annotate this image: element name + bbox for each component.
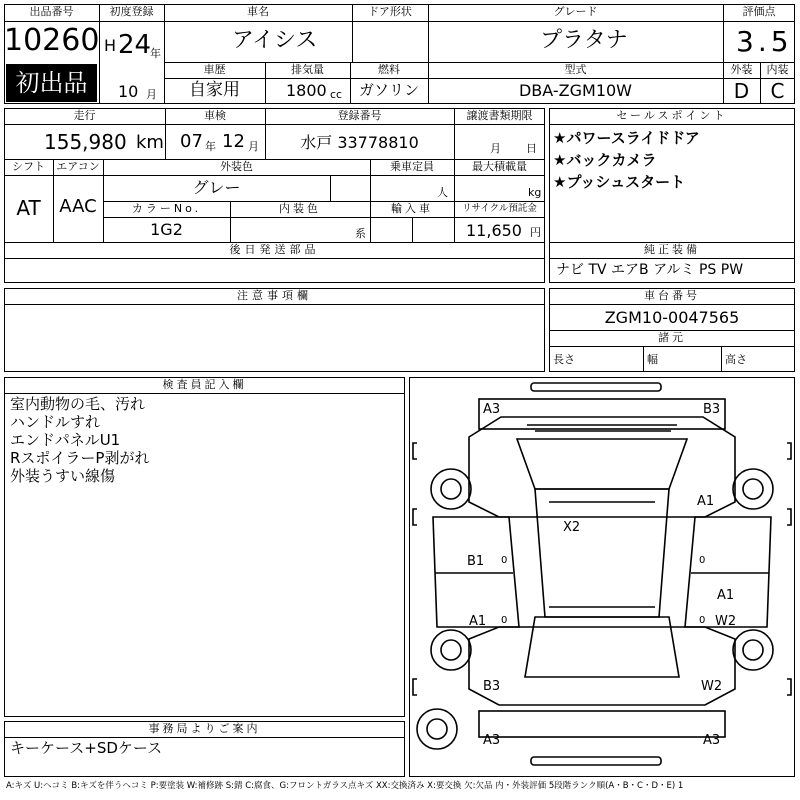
- inspector-line-3: エンドパネルU1: [10, 431, 121, 449]
- import-label: 輸入車: [391, 202, 433, 215]
- mark-a1-right-rear: A1: [717, 588, 735, 603]
- displacement-label: 排気量: [291, 63, 324, 76]
- mark-a3-top-left: A3: [483, 402, 501, 417]
- load-label: 最大積載量: [472, 160, 527, 173]
- equipment-value: ナビ TV エアB アルミ PS PW: [556, 262, 744, 278]
- mark-a3-bottom-right: A3: [703, 733, 721, 748]
- model: DBA-ZGM10W: [518, 81, 632, 100]
- inspector-line-1: 室内動物の毛、汚れ: [10, 395, 146, 413]
- office-label: 事務局よりご案内: [148, 722, 261, 735]
- score: 3.5: [736, 25, 793, 58]
- sales-point-1: ★パワースライドドア: [553, 129, 700, 147]
- mark-b3-left-rear: B3: [483, 679, 501, 694]
- car-name: アイシス: [232, 28, 318, 53]
- fuel: ガソリン: [358, 81, 419, 99]
- history-label: 車歴: [203, 63, 226, 76]
- lot-label: 出品番号: [29, 5, 74, 18]
- transfer-day-unit: 日: [526, 142, 537, 155]
- interior-grade: C: [770, 79, 785, 103]
- inspector-line-4: RスポイラーP剥がれ: [10, 449, 150, 467]
- chassis-label: 車台番号: [644, 289, 700, 302]
- car-name-label: 車名: [247, 5, 269, 18]
- era: H: [104, 36, 117, 55]
- chassis-number: ZGM10-0047565: [604, 308, 740, 327]
- first-listing-badge: 初出品: [6, 64, 97, 102]
- inspector-line-2: ハンドルすれ: [10, 413, 101, 431]
- year-unit: 年: [150, 47, 161, 60]
- int-color-unit: 系: [355, 227, 366, 240]
- mark-x2: X2: [563, 520, 581, 535]
- ac: AAC: [59, 196, 97, 217]
- month-unit: 月: [146, 88, 157, 101]
- mileage: 155,980: [44, 130, 127, 154]
- length-label: 長さ: [553, 353, 575, 366]
- notes-label: 注意事項欄: [237, 289, 312, 302]
- kg-unit: kg: [528, 186, 542, 199]
- cc-unit: cc: [330, 88, 343, 101]
- mark-zero-2: 0: [699, 555, 706, 566]
- yen-unit: 円: [530, 226, 541, 239]
- grade: プラタナ: [540, 28, 628, 53]
- model-label: 型式: [564, 63, 587, 76]
- mark-zero-4: 0: [699, 615, 706, 626]
- office-text: キーケース+SDケース: [10, 739, 163, 757]
- mark-zero-1: 0: [501, 555, 508, 566]
- first-reg-label: 初度登録: [109, 5, 154, 18]
- color: グレー: [192, 178, 241, 197]
- person-unit: 人: [437, 186, 448, 199]
- insp-year: 07: [180, 131, 203, 152]
- shift: AT: [16, 196, 41, 220]
- mark-w2-right-rear: W2: [715, 614, 737, 629]
- sales-point-3: ★プッシュスタート: [553, 173, 686, 191]
- recycle-label: リサイクル預託金: [462, 203, 537, 214]
- later-parts-label: 後日発送部品: [229, 243, 320, 256]
- lot-number: 10260: [4, 23, 100, 58]
- spec-label: 諸元: [658, 331, 686, 344]
- equipment-label: 純正装備: [644, 243, 700, 256]
- ac-label: エアコン: [56, 160, 100, 173]
- door-label: ドア形状: [368, 5, 412, 18]
- mark-a1-right-front: A1: [697, 494, 715, 509]
- reg-label: 登録番号: [337, 109, 382, 122]
- displacement: 1800: [286, 81, 327, 100]
- legend: A:キズ U:ヘコミ B:キズを伴うヘコミ P:要塗装 W:補修跡 S:錆 C:腐食、G:フロントガラス点キズ XX:交換済み X:要交換 欠:欠品 内・外装評価 5段階ランク順(A・B・C・D・E) 1: [6, 781, 684, 791]
- insp-month: 12: [222, 131, 245, 152]
- exterior-grade: D: [733, 79, 750, 103]
- int-color-label: 内装色: [279, 202, 321, 215]
- insp-year-unit: 年: [205, 140, 216, 153]
- mark-a3-bottom-left: A3: [483, 733, 501, 748]
- score-label: 評価点: [742, 5, 776, 18]
- mileage-label: 走行: [73, 109, 96, 122]
- height-label: 高さ: [725, 353, 747, 366]
- exterior-label: 外装: [730, 63, 753, 76]
- shift-label: シフト: [12, 160, 45, 173]
- mark-b3-top-right: B3: [703, 402, 721, 417]
- year: 24: [118, 30, 152, 60]
- width-label: 幅: [647, 353, 658, 366]
- fuel-label: 燃料: [378, 63, 400, 76]
- inspector-line-5: 外装うすい線傷: [10, 467, 116, 485]
- mark-a1-left-rear: A1: [469, 614, 487, 629]
- mark-b1-left: B1: [467, 554, 485, 569]
- color-no-label: カラーNo.: [131, 202, 202, 215]
- inspector-label: 検査員記入欄: [162, 378, 247, 391]
- grade-label: グレード: [553, 5, 598, 18]
- sales-label: セールスポイント: [616, 109, 728, 122]
- recycle: 11,650: [466, 221, 522, 240]
- transfer-label: 譲渡書類期限: [466, 109, 533, 122]
- mark-w2-right-bottom: W2: [701, 679, 723, 694]
- car-diagram-svg: [409, 377, 795, 777]
- insp-month-unit: 月: [248, 140, 259, 153]
- capacity-label: 乗車定員: [390, 160, 434, 173]
- color-no: 1G2: [150, 220, 183, 239]
- history: 自家用: [189, 80, 240, 100]
- km-unit: km: [136, 132, 164, 153]
- inspection-label: 車検: [204, 109, 226, 122]
- reg-number: 水戸 33778810: [300, 133, 419, 152]
- color-label: 外装色: [220, 160, 253, 173]
- mark-zero-3: 0: [501, 615, 508, 626]
- transfer-month-unit: 月: [490, 142, 501, 155]
- month: 10: [118, 82, 139, 101]
- interior-label: 内装: [766, 63, 789, 76]
- sales-point-2: ★バックカメラ: [553, 151, 657, 169]
